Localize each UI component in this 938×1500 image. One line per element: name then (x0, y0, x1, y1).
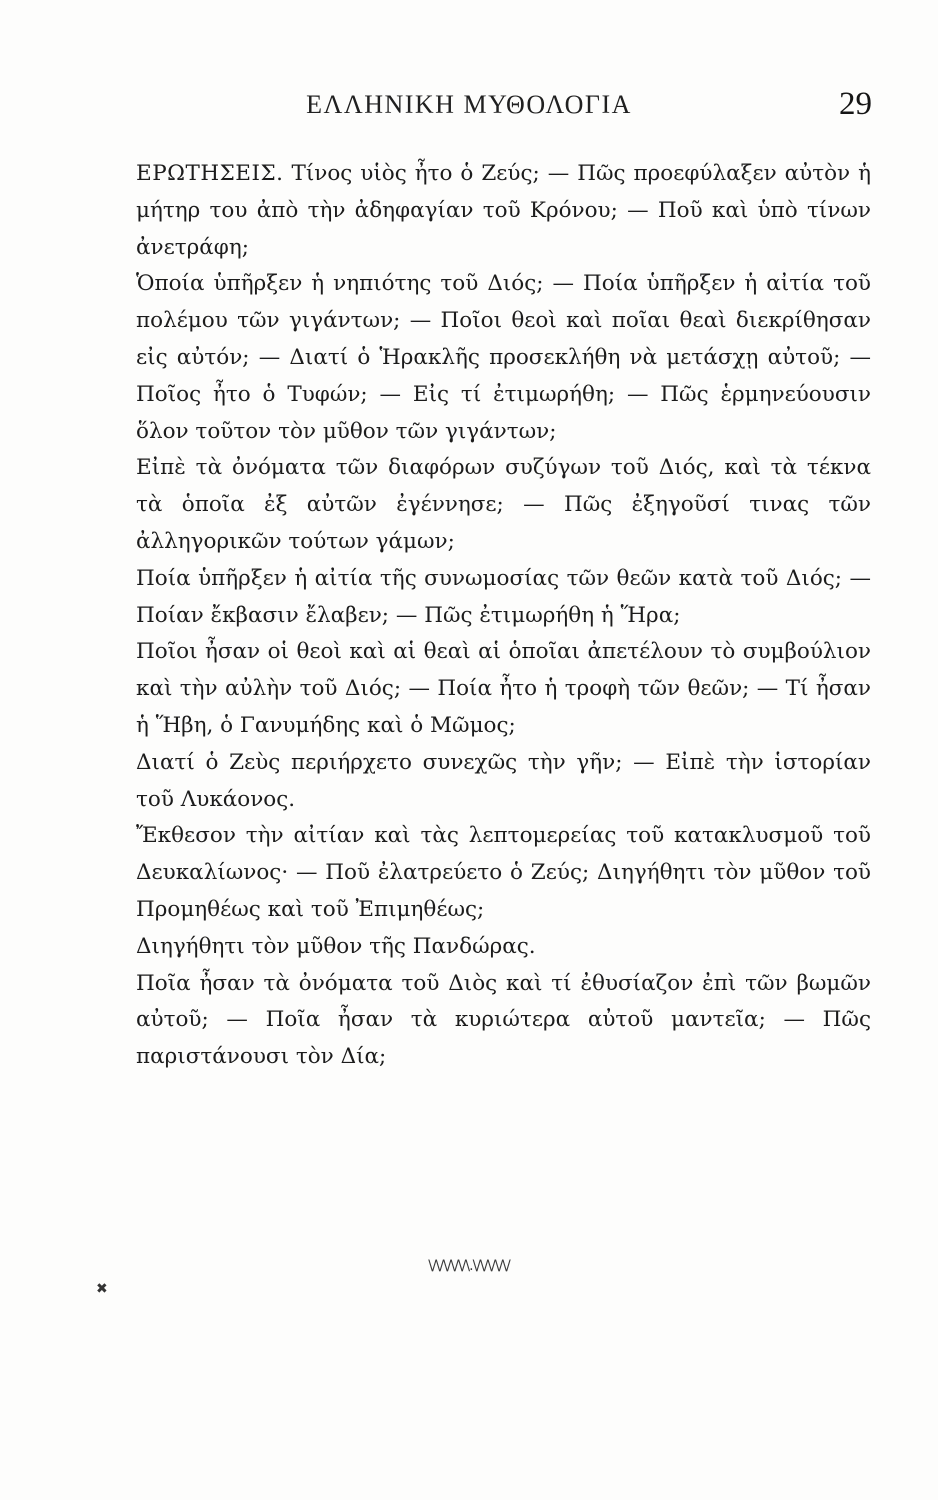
paragraph-1 (136, 156, 871, 266)
paragraph-3: Εἰπὲ τὰ ὀνόματα τῶν διαφόρων συζύγων τοῦ Διός, καὶ τὰ τέκνα τὰ ὁποῖα ἐξ αὐτῶν ἐγέννησε; — Πῶς ἐξηγοῦσί τινας τῶν ἀλληγορικῶν τούτων γάμων; (136, 455, 871, 554)
paragraph-6: Διατί ὁ Ζεὺς περιήρχετο συνεχῶς τὴν γῆν; — Εἰπὲ τὴν ἱστορίαν τοῦ Λυκάονος. (136, 749, 871, 812)
end-ornament: \/\/\/\/\/\.\/\/\/\/\/ (428, 1258, 510, 1274)
section-label: ΕΡΩΤΗΣΕΙΣ. (136, 161, 284, 186)
corner-mark-icon: ✖ (96, 1281, 108, 1297)
running-head (0, 86, 938, 126)
page-number: 29 (839, 86, 872, 122)
paragraph-text: Τίνος υἱὸς ἦτο ὁ Ζεύς; — Πῶς προεφύλαξεν αὐτὸν ἡ μήτηρ του ἀπὸ τὴν ἀδηφαγίαν τοῦ Κρόνου; — Ποῦ καὶ ὑπὸ τίνων ἀνετράφη; (136, 161, 871, 260)
running-title: ΕΛΛΗΝΙΚΗ ΜΥΘΟΛΟΓΙΑ (306, 90, 632, 119)
paragraph-5: Ποῖοι ἦσαν οἱ θεοὶ καὶ αἱ θεαὶ αἱ ὁποῖαι ἀπετέλουν τὸ συμβούλιον καὶ τὴν αὐλὴν τοῦ Διός; — Ποία ἦτο ἡ τροφὴ τῶν θεῶν; — Τί ἦσαν ἡ Ἥβη, ὁ Γανυμήδης καὶ ὁ Μῶμος; (136, 639, 871, 738)
questions-section (136, 156, 871, 1076)
paragraph-7: Ἔκθεσον τὴν αἰτίαν καὶ τὰς λεπτομερείας τοῦ κατακλυσμοῦ τοῦ Δευκαλίωνος· — Ποῦ ἐλατρεύετο ὁ Ζεύς; Διηγήθητι τὸν μῦθον τοῦ Προμηθέως καὶ τοῦ Ἐπιμηθέως; (136, 823, 871, 922)
paragraph-9: Ποῖα ἦσαν τὰ ὀνόματα τοῦ Διὸς καὶ τί ἐθυσίαζον ἐπὶ τῶν βωμῶν αὐτοῦ; — Ποῖα ἦσαν τὰ κυριώτερα αὐτοῦ μαντεῖα; — Πῶς παριστάνουσι τὸν Δία; (136, 970, 871, 1070)
paragraph-4: Ποία ὑπῆρξεν ἡ αἰτία τῆς συνωμοσίας τῶν θεῶν κατὰ τοῦ Διός; — Ποίαν ἔκβασιν ἔλαβεν; — Πῶς ἐτιμωρήθη ἡ Ἥρα; (136, 565, 871, 628)
paragraph-8: Διηγήθητι τὸν μῦθον τῆς Πανδώρας. (136, 933, 536, 959)
paragraph-2: Ὁποία ὑπῆρξεν ἡ νηπιότης τοῦ Διός; — Ποία ὑπῆρξεν ἡ αἰτία τοῦ πολέμου τῶν γιγάντων; — Ποῖοι θεοὶ καὶ ποῖαι θεαὶ διεκρίθησαν εἰς αὐτόν; — Διατί ὁ Ἡρακλῆς προσεκλήθη νὰ μετάσχῃ αὐτοῦ; — Ποῖος ἦτο ὁ Τυφών; — Εἰς τί ἐτιμωρήθη; — Πῶς ἑρμηνεύουσιν ὅλον τοῦτον τὸν μῦθον τῶν γιγάντων; (136, 271, 871, 444)
